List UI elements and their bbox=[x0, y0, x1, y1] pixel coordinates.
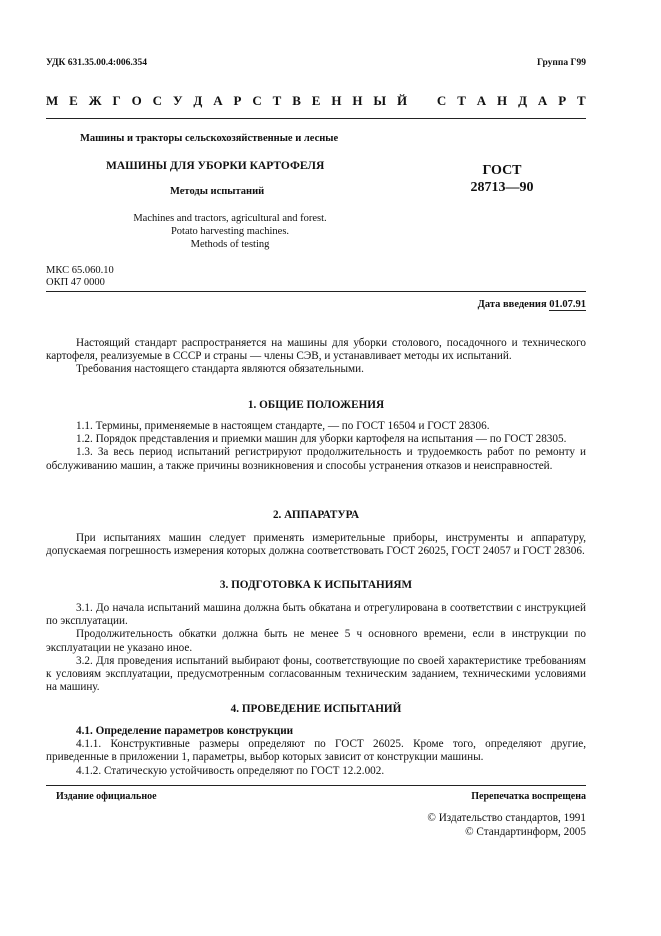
english-title bbox=[80, 212, 380, 251]
section-paragraph: 1.3. За весь период испытаний регистрируют продолжительность и трудоемкость работ по ремонту и обслуживанию машин, а также причины возникновения и способы устранения отказов и неисправностей. bbox=[46, 446, 586, 472]
section-paragraph: 4.1.2. Статическую устойчивость определяют по ГОСТ 12.2.002. bbox=[76, 764, 385, 777]
document-name: МАШИНЫ ДЛЯ УБОРКИ КАРТОФЕЛЯ bbox=[106, 160, 325, 172]
banner-letter: Н bbox=[352, 93, 363, 108]
copyright-line: © Издательство стандартов, 1991 bbox=[427, 812, 586, 824]
section-heading: 4. ПРОВЕДЕНИЕ ИСПЫТАНИЙ bbox=[230, 703, 402, 715]
group-code: Группа Г99 bbox=[537, 58, 586, 68]
title-rule bbox=[46, 291, 586, 292]
effective-date bbox=[478, 299, 586, 310]
official-edition: Издание официальное bbox=[56, 791, 157, 802]
section-heading: 2. АППАРАТУРА bbox=[272, 509, 360, 521]
subsection-heading: 4.1. Определение параметров конструкции bbox=[76, 725, 294, 737]
intro-paragraph: Требования настоящего стандарта являются обязательными. bbox=[76, 363, 364, 376]
section-4-text bbox=[46, 725, 586, 778]
section-heading: 3. ПОДГОТОВКА К ИСПЫТАНИЯМ bbox=[219, 579, 413, 591]
banner-letter: С bbox=[152, 93, 163, 108]
section-paragraph: 4.1.1. Конструктивные размеры определяют по ГОСТ 26025. Кроме того, определяют другие, приведенные в приложении 1, параметры, выбор которых зависит от конструкции машины. bbox=[46, 738, 586, 764]
banner-letter: А bbox=[213, 93, 223, 108]
banner-letter: Ы bbox=[373, 93, 387, 108]
section-paragraph: 1.1. Термины, применяемые в настоящем стандарте, — по ГОСТ 16504 и ГОСТ 28306. bbox=[76, 420, 490, 432]
section-2-text bbox=[46, 532, 586, 558]
intro-text bbox=[46, 337, 586, 377]
english-title-line: Methods of testing bbox=[190, 239, 270, 250]
classification-codes bbox=[46, 265, 114, 289]
copyright-block bbox=[427, 811, 586, 839]
udk-code: УДК 631.35.00.4:006.354 bbox=[46, 58, 147, 68]
okp-code: ОКП 47 0000 bbox=[46, 277, 105, 288]
banner-letter: А bbox=[476, 93, 487, 108]
banner-letter: Д bbox=[518, 93, 528, 108]
section-paragraph: 3.1. До начала испытаний машина должна быть обкатана и отрегулирована в соответствии с инструкцией по эксплуатации. bbox=[46, 602, 586, 628]
banner-letter: В bbox=[292, 93, 301, 108]
section-paragraph: 3.2. Для проведения испытаний выбирают фоны, соответствующие по своей характеристике требованиям к условиям эксплуатации, предусмотренным согласованным техническим заданием, техническими условиями на машину. bbox=[46, 654, 586, 694]
intro-paragraph: Настоящий стандарт распространяется на машины для уборки столового, посадочного и технического картофеля, реализуемые в СССР и страны — члены СЭВ, и устанавливает методы их испытаний. bbox=[46, 337, 586, 363]
english-title-line: Potato harvesting machines. bbox=[170, 226, 290, 237]
reprint-notice: Перепечатка воспрещена bbox=[471, 791, 586, 802]
document-subtitle: Методы испытаний bbox=[170, 186, 265, 197]
effective-date-label: Дата введения bbox=[477, 299, 547, 310]
category-title: Машины и тракторы сельскохозяйственные и лесные bbox=[80, 133, 339, 144]
banner-letter: С bbox=[436, 93, 447, 108]
banner-letter: А bbox=[537, 93, 548, 108]
gost-number: 28713—90 bbox=[470, 180, 534, 195]
section-3-text bbox=[46, 602, 586, 694]
banner-letter: Н bbox=[331, 93, 342, 108]
section-heading: 1. ОБЩИЕ ПОЛОЖЕНИЯ bbox=[247, 399, 385, 411]
banner-letter: Р bbox=[233, 93, 242, 108]
mks-code: МКС 65.060.10 bbox=[46, 265, 114, 276]
banner-letter: О bbox=[131, 93, 142, 108]
banner-letter: Е bbox=[311, 93, 321, 108]
banner-letter: Ж bbox=[88, 93, 102, 108]
banner-letter: Д bbox=[193, 93, 203, 108]
section-1-text bbox=[46, 420, 586, 473]
banner-rule bbox=[46, 118, 586, 119]
copyright-line: © Стандартинформ, 2005 bbox=[465, 826, 586, 838]
banner-letter: Г bbox=[112, 93, 121, 108]
banner-letter: М bbox=[46, 93, 59, 108]
banner-letter: Т bbox=[272, 93, 282, 108]
effective-date-value: 01.07.91 bbox=[549, 299, 586, 310]
gost-designation bbox=[452, 162, 552, 196]
section-paragraph: При испытаниях машин следует применять измерительные приборы, инструменты и аппаратуру, допускаемая погрешность измерения которых должна соответствовать ГОСТ 26025, ГОСТ 24057 и ГОСТ 28306. bbox=[46, 532, 586, 558]
banner-letter: Й bbox=[397, 93, 408, 108]
banner-letter: Р bbox=[558, 93, 567, 108]
banner-letter: У bbox=[172, 93, 183, 108]
english-title-line: Machines and tractors, agricultural and forest. bbox=[133, 213, 327, 224]
standard-banner bbox=[46, 93, 586, 109]
banner-letter: Т bbox=[577, 93, 586, 108]
section-paragraph: 1.2. Порядок представления и приемки машин для уборки картофеля на испытания — по ГОСТ 28305. bbox=[76, 433, 567, 446]
footer-rule bbox=[46, 785, 586, 786]
banner-letter: Е bbox=[69, 93, 78, 108]
section-paragraph: Продолжительность обкатки должна быть не менее 5 ч основного времени, если в инструкции по эксплуатации не указано иное. bbox=[46, 628, 586, 654]
banner-letter: Н bbox=[497, 93, 508, 108]
banner-letter: С bbox=[252, 93, 262, 108]
banner-letter: Т bbox=[457, 93, 466, 108]
gost-label: ГОСТ bbox=[482, 163, 522, 178]
